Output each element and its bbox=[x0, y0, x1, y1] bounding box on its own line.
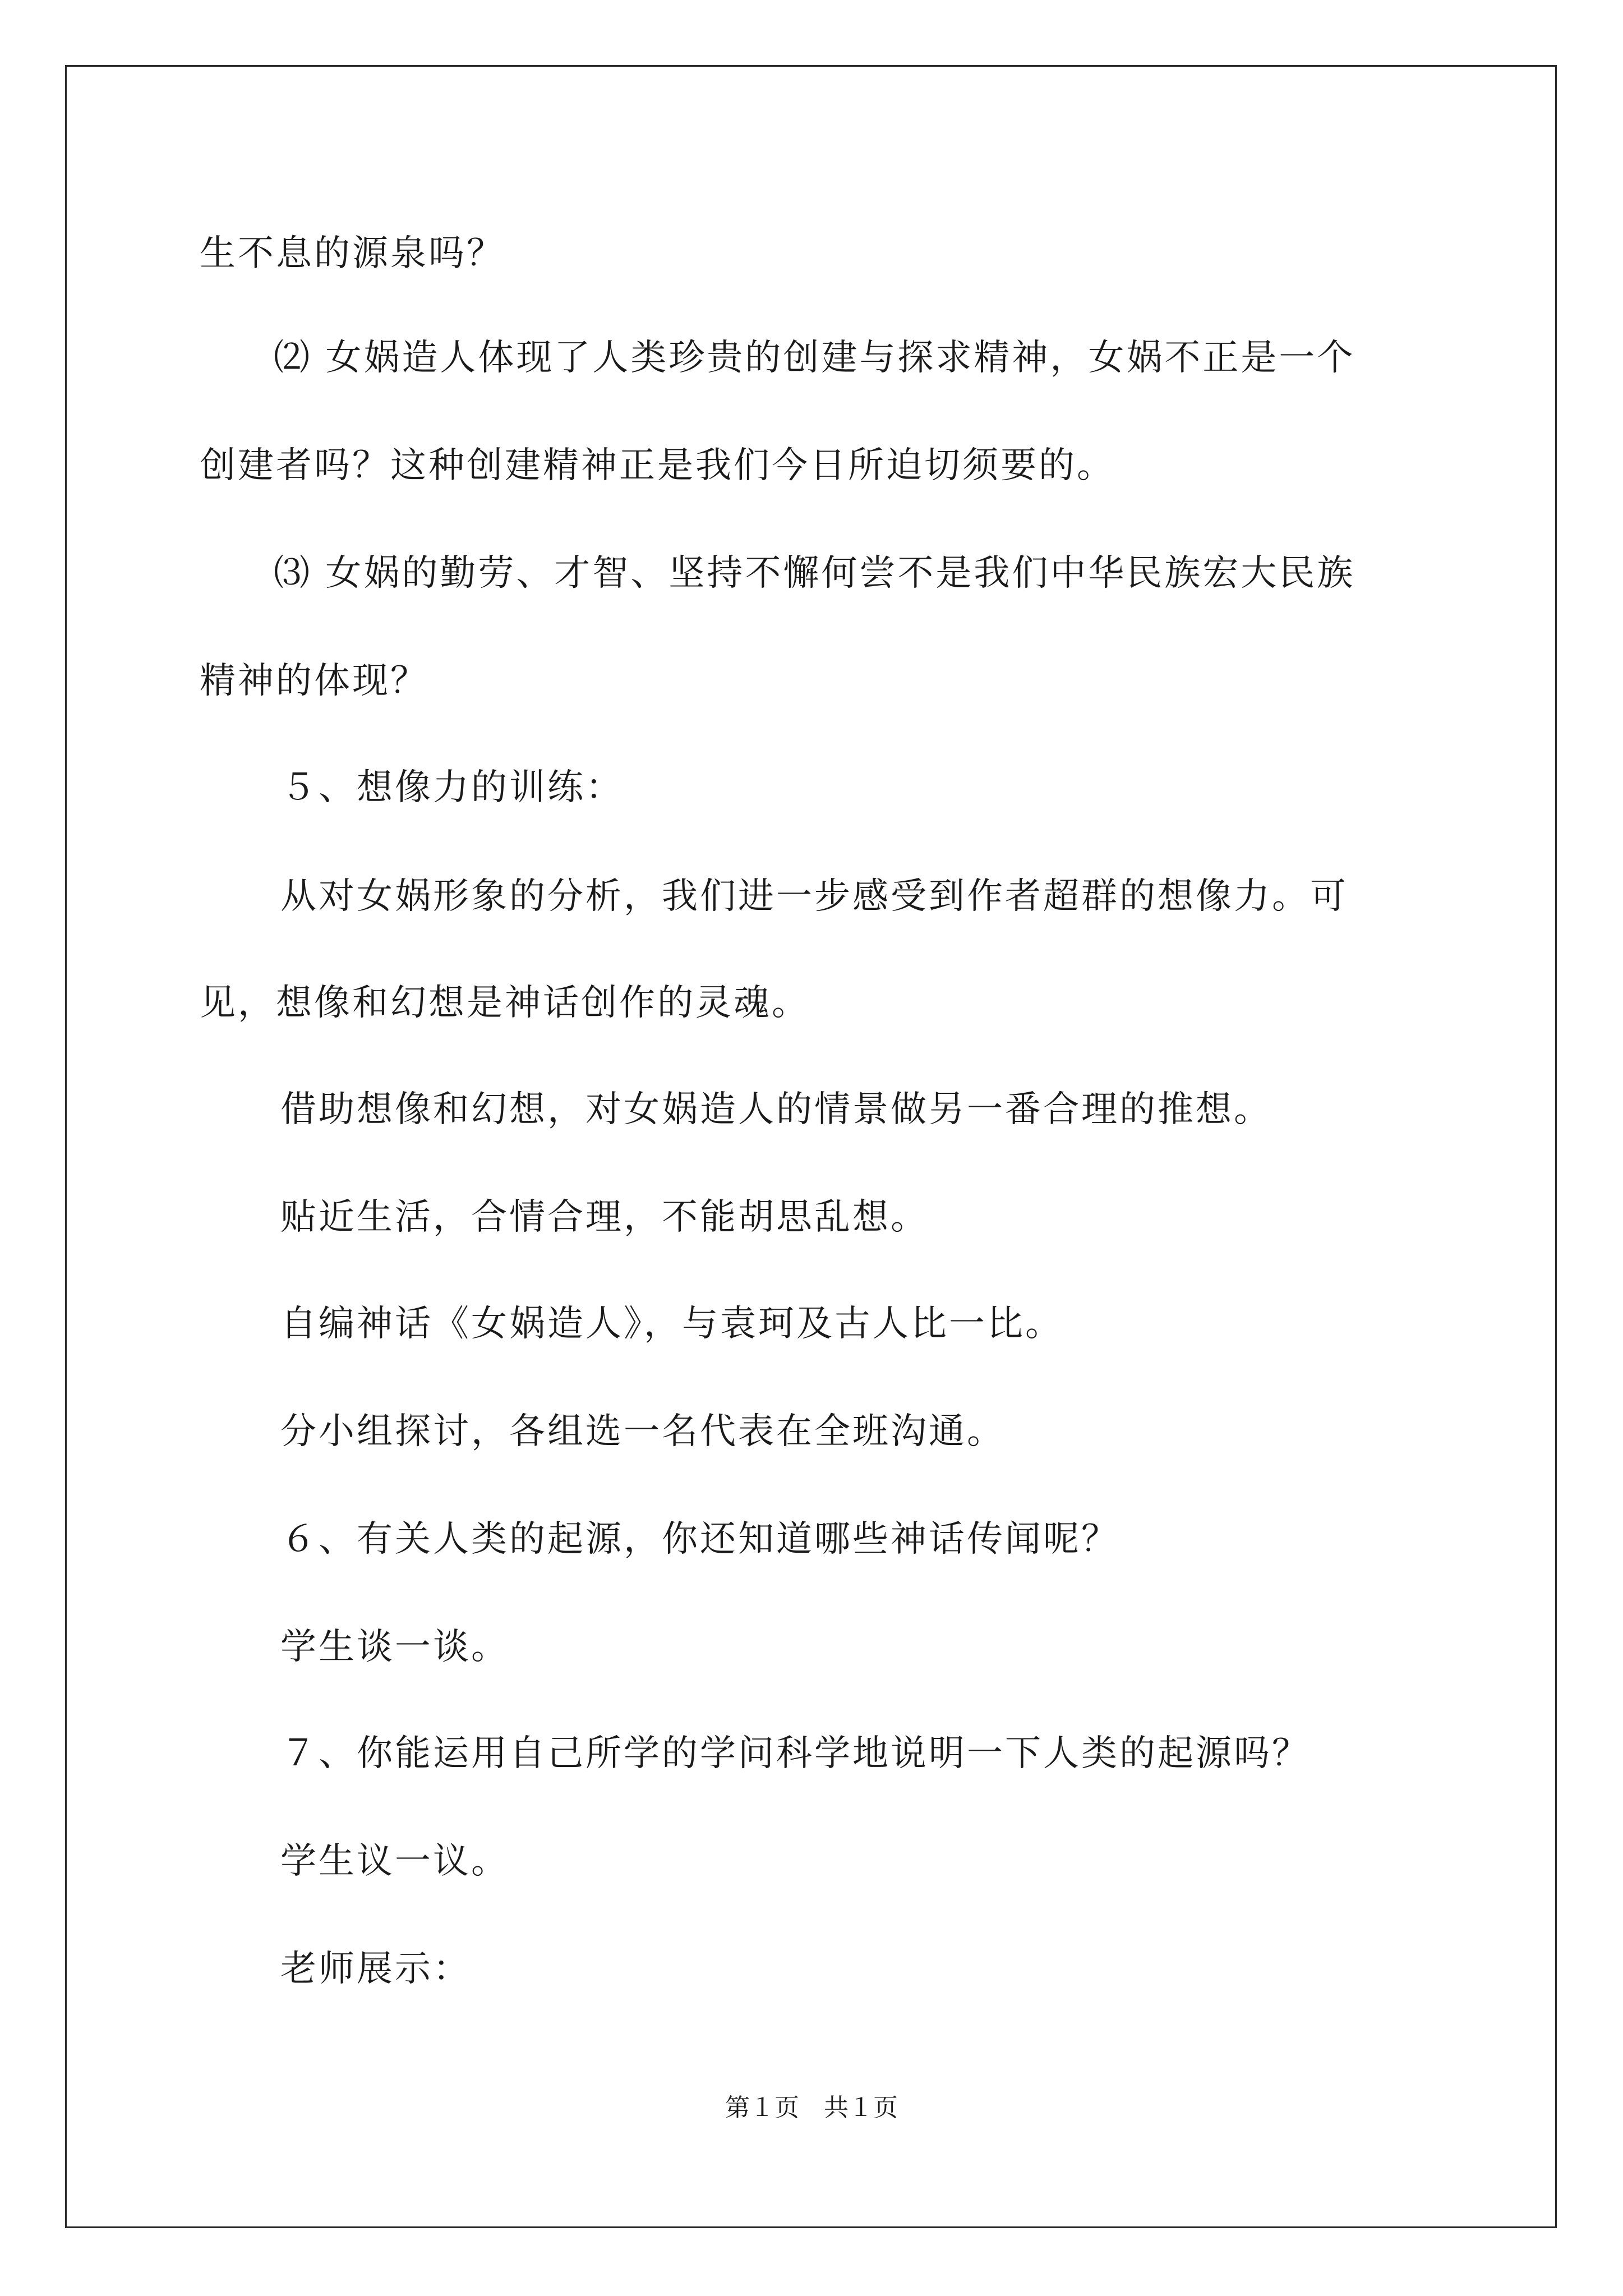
section-heading: ５、想像力的训练： bbox=[280, 767, 624, 808]
text-line: 自编神话《女娲造人》，与袁珂及古人比一比。 bbox=[280, 1303, 1063, 1345]
text-line: 分小组探讨，各组选一名代表在全班沟通。 bbox=[280, 1411, 1005, 1452]
text-line: 借助想像和幻想，对女娲造人的情景做另一番合理的推想。 bbox=[280, 1089, 1272, 1130]
text-line: 学生议一议。 bbox=[280, 1841, 509, 1882]
text-line: 从对女娲形象的分析，我们进一步感受到作者超群的想像力。可 bbox=[280, 876, 1348, 917]
text-line: 见，想像和幻想是神话创作的灵魂。 bbox=[200, 982, 810, 1024]
text-line: 生不息的源泉吗？ bbox=[200, 233, 505, 274]
text-line: ⑶ 女娲的勤劳、才智、坚持不懈何尝不是我们中华民族宏大民族 bbox=[274, 553, 1355, 594]
text-line: 创建者吗？这种创建精神正是我们今日所迫切须要的。 bbox=[200, 445, 1115, 486]
text-line: 学生谈一谈。 bbox=[280, 1626, 509, 1668]
page-border bbox=[65, 65, 1557, 2228]
text-line: 贴近生活，合情合理，不能胡思乱想。 bbox=[280, 1197, 929, 1238]
text-line: ⑵ 女娲造人体现了人类珍贵的创建与探求精神，女娲不正是一个 bbox=[274, 337, 1355, 379]
section-heading: ６、有关人类的起源，你还知道哪些神话传闻呢？ bbox=[280, 1519, 1119, 1560]
section-heading: ７、你能运用自己所学的学问科学地说明一下人类的起源吗？ bbox=[280, 1733, 1310, 1774]
text-line: 老师展示： bbox=[280, 1948, 471, 1990]
text-line: 精神的体现？ bbox=[200, 660, 428, 702]
page-number-footer: 第１页 共１页 bbox=[725, 2093, 898, 2122]
